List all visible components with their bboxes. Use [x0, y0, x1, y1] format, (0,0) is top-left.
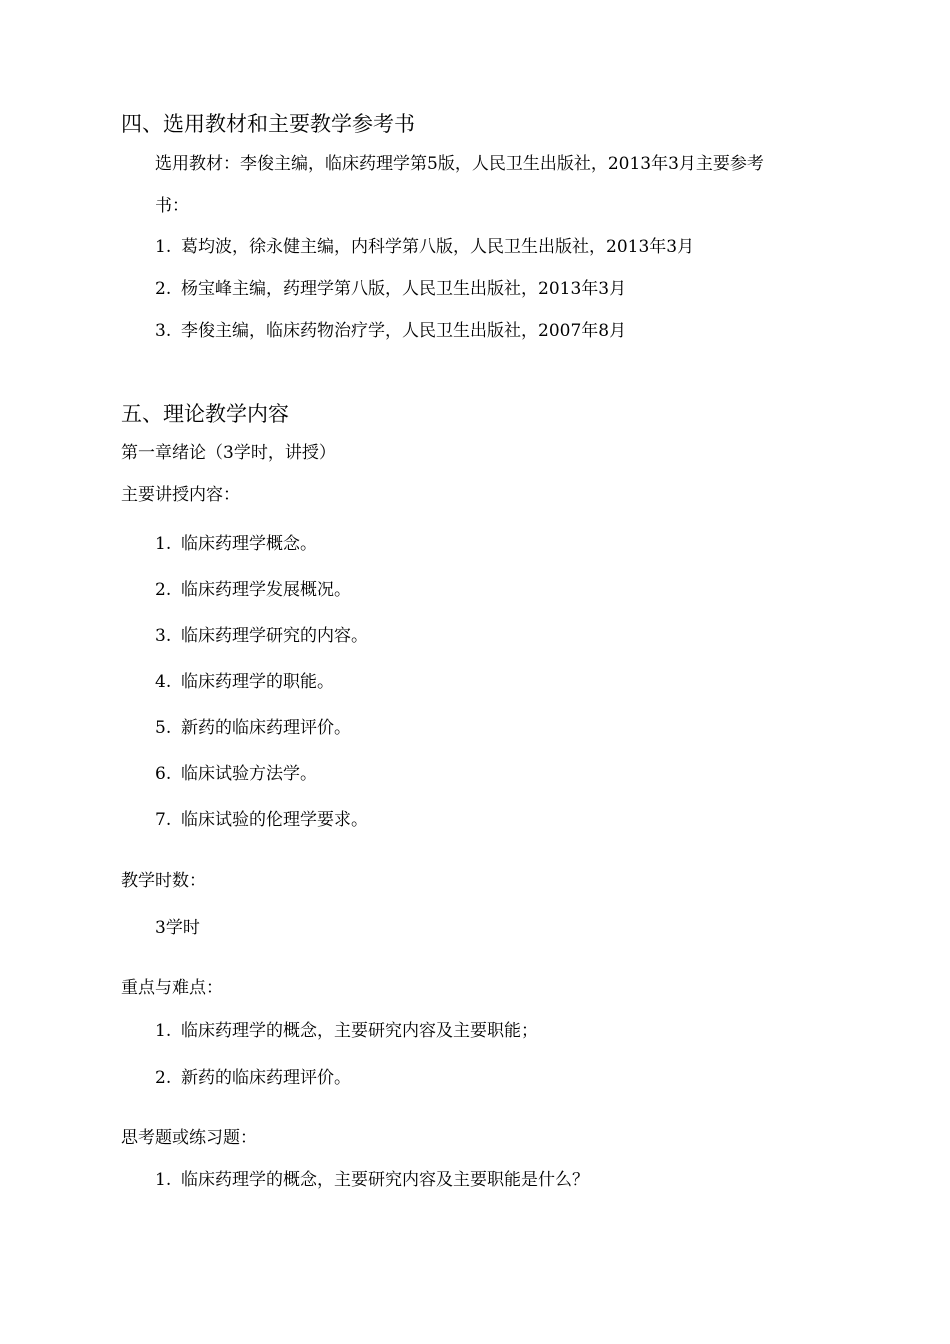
list-item — [155, 1172, 589, 1189]
main-content-label: 主要讲授内容： — [121, 485, 240, 505]
list-number: 1. — [155, 534, 172, 554]
list-text: 临床药理学研究的内容。 — [181, 626, 368, 646]
list-number: 2. — [155, 580, 172, 600]
list-item — [155, 674, 334, 691]
list-number: 3. — [155, 626, 172, 646]
exercises-label: 思考题或练习题： — [121, 1128, 257, 1148]
hours-label: 教学时数： — [121, 871, 206, 891]
list-item — [155, 1023, 538, 1040]
list-item — [155, 812, 368, 829]
list-item — [155, 720, 351, 737]
list-item — [155, 582, 351, 599]
list-number: 4. — [155, 672, 172, 692]
list-text: 新药的临床药理评价。 — [181, 718, 351, 738]
reference-item — [155, 281, 626, 298]
list-text: 临床药理学概念。 — [181, 534, 317, 554]
list-item — [155, 628, 368, 645]
reference-item — [155, 239, 694, 256]
reference-text: 葛均波，徐永健主编，内科学第八版，人民卫生出版社，2013年3月 — [181, 237, 695, 257]
textbook-line-2: 书： — [155, 196, 189, 216]
list-text: 新药的临床药理评价。 — [181, 1068, 351, 1088]
chapter-title: 第一章绪论（3学时，讲授） — [121, 443, 336, 463]
reference-number: 1. — [155, 237, 172, 257]
list-number: 1. — [155, 1170, 172, 1190]
list-text: 临床药理学的概念，主要研究内容及主要职能是什么？ — [181, 1170, 589, 1190]
list-number: 5. — [155, 718, 172, 738]
list-text: 临床药理学发展概况。 — [181, 580, 351, 600]
reference-text: 杨宝峰主编，药理学第八版，人民卫生出版社，2013年3月 — [181, 279, 627, 299]
section-4-heading: 四、选用教材和主要教学参考书 — [121, 112, 415, 136]
textbook-line-1: 选用教材：李俊主编，临床药理学第5版，人民卫生出版社，2013年3月主要参考 — [155, 154, 764, 174]
list-text: 临床药理学的职能。 — [181, 672, 334, 692]
reference-number: 3. — [155, 321, 172, 341]
list-number: 6. — [155, 764, 172, 784]
reference-item — [155, 323, 626, 340]
list-number: 1. — [155, 1021, 172, 1041]
hours-value: 3学时 — [155, 918, 200, 938]
reference-text: 李俊主编，临床药物治疗学，人民卫生出版社，2007年8月 — [181, 321, 627, 341]
list-text: 临床试验方法学。 — [181, 764, 317, 784]
list-item — [155, 1070, 351, 1087]
list-text: 临床试验的伦理学要求。 — [181, 810, 368, 830]
list-item — [155, 766, 317, 783]
list-number: 2. — [155, 1068, 172, 1088]
list-number: 7. — [155, 810, 172, 830]
key-points-label: 重点与难点： — [121, 978, 223, 998]
reference-number: 2. — [155, 279, 172, 299]
section-5-heading: 五、理论教学内容 — [121, 402, 289, 426]
list-text: 临床药理学的概念，主要研究内容及主要职能； — [181, 1021, 538, 1041]
list-item — [155, 536, 317, 553]
